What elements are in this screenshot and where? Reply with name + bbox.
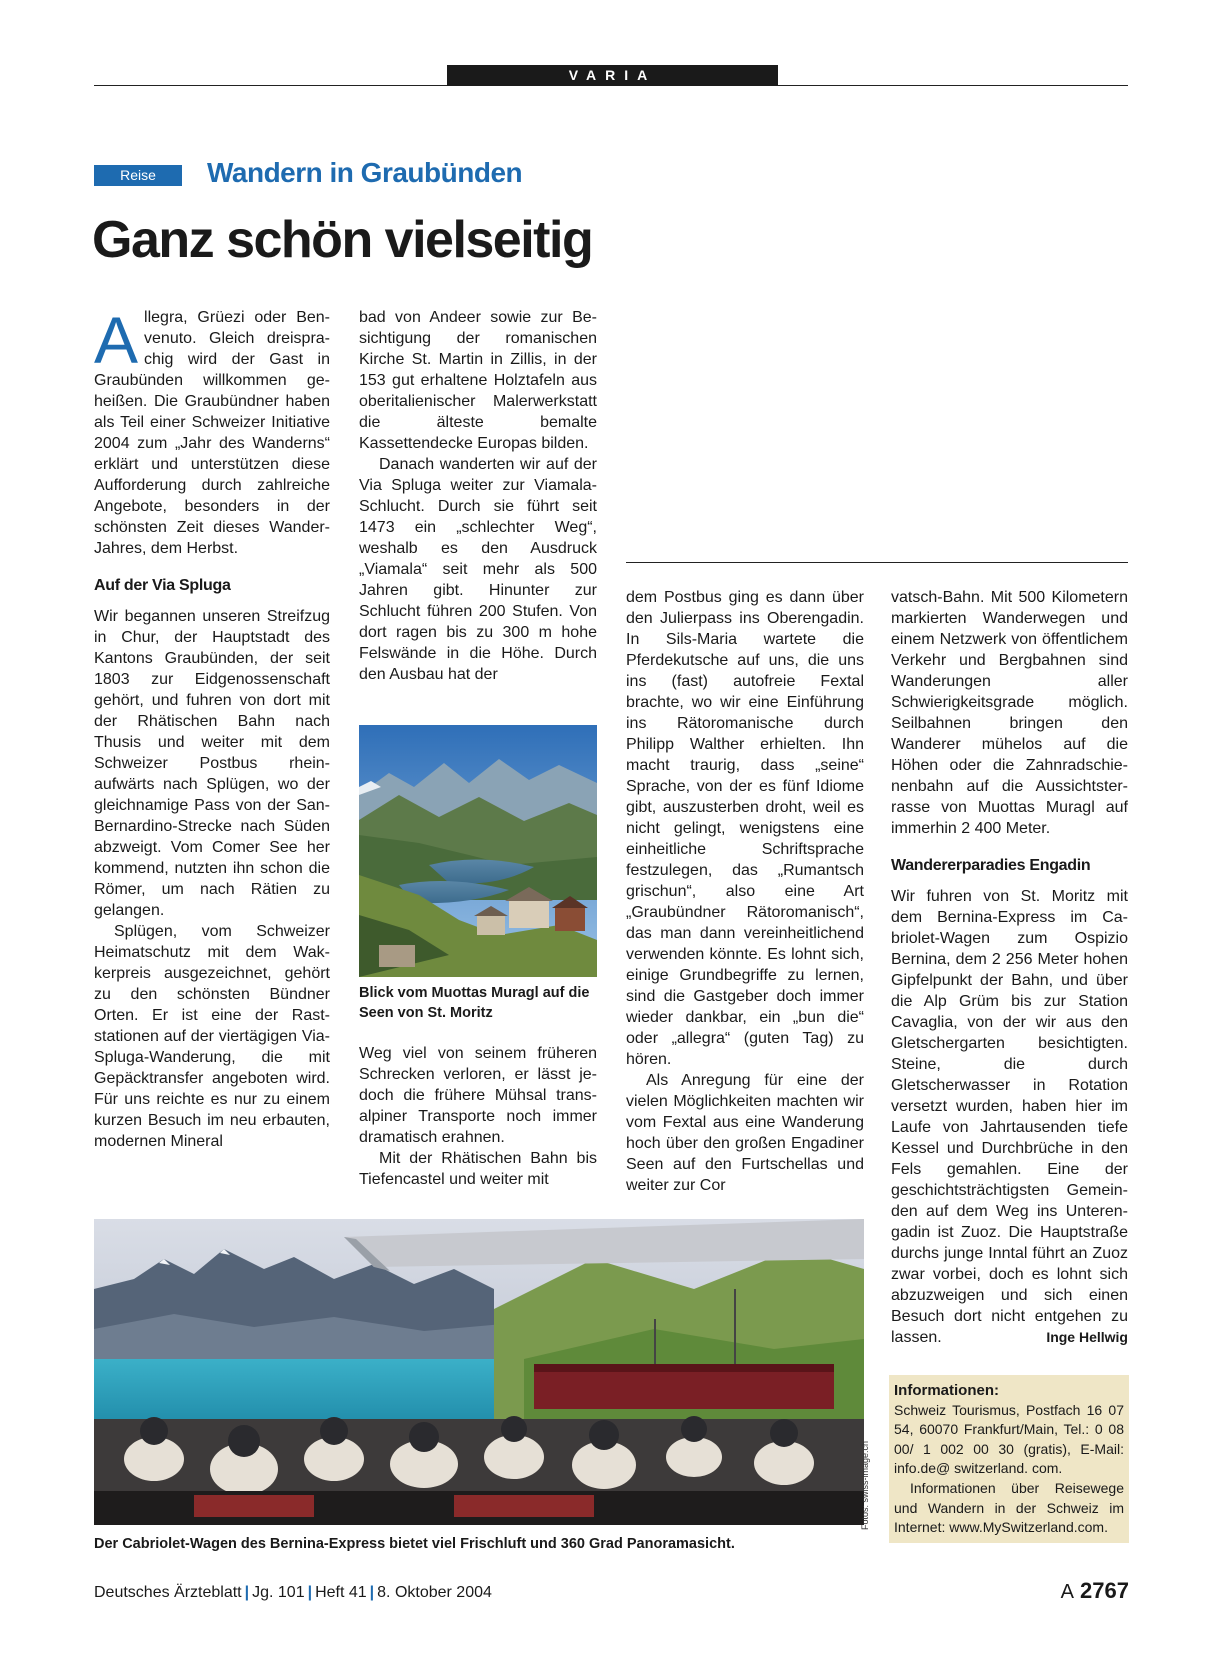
- page-number: A 2767: [1060, 1578, 1129, 1603]
- article-column-3: [626, 587, 864, 1196]
- author-byline: Inge Hellwig: [1046, 1329, 1128, 1345]
- footer: Deutsches Ärzteblatt | Jg. 101 | Heft 41 | 8. Oktober 2004: [94, 1584, 492, 1601]
- journal-name: Deutsches Ärzteblatt: [94, 1584, 242, 1601]
- category-tag: Reise: [94, 165, 182, 186]
- paragraph: Wir fuhren von St. Moritz mit dem Bernina-Express im Cabriolet-Wagen zum Ospizio Bernina, dem 2 256 Meter hohen Gipfelpunkt der Bahn, und über die Alp Grüm bis zur Station Cavaglia, von der wir aus den Gletschergarten besichtigten. Steine, die durch Gletscherwasser in Rotation versetzt wurden, haben hier im Laufe von Jahrtausenden tiefe Kessel und Durchbrüche in den Fels gemahlen. Eine der geschichtsträchtigsten Gemeinden auf dem Weg ins Unterengadin ist Zuoz. Die Hauptstraße durchs junge Inntal führt an Zuoz zwar vorbei, doch es lohnt sich abzuzweigen und sich einen Besuch dort nicht entgehen zu lassen.: [891, 888, 1128, 1346]
- paragraph: Wir begannen unseren Streifzug in Chur, der Hauptstadt des Kantons Graubünden, der seit 1803 zur Eidgenossenschaft gehört, und fuhren von dort mit der Rhätischen Bahn nach Thusis und weiter mit dem Schweizer Postbus rheinaufwärts nach Splügen, wo der gleichnamige Pass von der San-Bernardino-Strecke nach Süden abzweigt. Vom Comer See her kommend, nutzten ihn schon die Römer, um nach Rätien zu gelangen.: [94, 608, 330, 919]
- info-box-heading: Informationen:: [894, 1382, 999, 1399]
- subheading-via-spluga: Auf der Via Spluga: [94, 577, 231, 594]
- volume: Jg. 101: [252, 1584, 305, 1601]
- photo-credit: Fotos: swiss-image.ch: [860, 1440, 870, 1530]
- paragraph: Splügen, vom Schweizer Heimatschutz mit dem Wakkerpreis ausgezeichnet, gehört zu den schönsten Bündner Orten. Er ist eine der Raststationen auf der viertägigen Via-Spluga-Wanderung, die mit Gepäcktransfer angeboten wird. Für uns reichte es nur zu einem kurzen Besuch im neu erbauten, modernen Mineral: [94, 923, 330, 1150]
- subheading-engadin: Wandererparadies Engadin: [891, 857, 1091, 874]
- article-column-4: [891, 587, 1128, 1345]
- article-column-2-continued: [359, 1043, 597, 1190]
- paragraph: Weg viel von seinem früheren Schrecken verloren, er lässt jedoch die frühere Mühsal transalpiner Transporte noch immer dramatisch erahnen.: [359, 1045, 597, 1146]
- section-label: VARIA: [447, 65, 778, 86]
- paragraph: Als Anregung für eine der vielen Möglichkeiten machten wir vom Fextal aus eine Wanderung hoch über den großen Engadiner Seen auf den Furtschellas und weiter zur Cor: [626, 1072, 864, 1194]
- photo-bernina-express: [94, 1219, 864, 1525]
- info-box-web: Informationen über Reisewege und Wandern in der Schweiz im Internet: www.MySwitzerland.com.: [894, 1479, 1124, 1536]
- paragraph: Mit der Rhätischen Bahn bis Tiefencastel und weiter mit: [359, 1150, 597, 1188]
- date: 8. Oktober 2004: [377, 1584, 492, 1601]
- article-column-2: [359, 307, 597, 685]
- paragraph: dem Postbus ging es dann über den Julierpass ins Oberengadin. In Sils-Maria wartete die Pferdekutsche auf uns, die uns ins (fast) autofreie Fextal brachte, wo wir eine Einführung ins Rätoromanische durch Philipp Walther erhielten. Ihn macht traurig, dass „seine“ Sprache, von der es fünf Idiome gibt, auszusterben droht, weil es nicht gelingt, wenigstens eine einheitliche Schriftsprache festzulegen, das „Rumantsch grischun“, also eine Art „Graubündner Rätoromanisch“, das man dann vereinheitlichend verwenden könnte. Es lohnt sich, einige Grundbegriffe zu lernen, sind die Gastgeber doch immer wieder dankbar, ein „bun die“ oder „allegra“ (guten Tag) zu hören.: [626, 589, 864, 1068]
- headline: Ganz schön vielseitig: [92, 211, 593, 269]
- paragraph: bad von Andeer sowie zur Besichtigung der romanischen Kirche St. Martin in Zillis, in der 153 gut erhaltene Holztafeln aus oberitalienischer Malerwerkstatt die älteste bemalte Kassettendecke Europas bilden.: [359, 309, 597, 452]
- photo-caption-muottas: Blick vom Muottas Muragl auf die Seen von St. Moritz: [359, 985, 590, 1021]
- dropcap: A: [94, 303, 139, 377]
- photo-muottas-muragl: [359, 725, 597, 977]
- paragraph: vatsch-Bahn. Mit 500 Kilometern markierten Wanderwegen und einem Netzwerk von öffentlichem Verkehr und Bergbahnen sind Wanderungen aller Schwierigkeitsgrade möglich. Seilbahnen bringen den Wanderer mühelos auf die Höhen oder die Zahnradschienenbahn auf die Aussichtsterrasse von Muottas Muragl auf immerhin 2 400 Meter.: [891, 589, 1128, 837]
- intro-paragraph: Allegra, Grüezi oder Benvenuto. Gleich dreisprachig wird der Gast in Graubünden willkommen geheißen. Die Graubündner haben als Teil einer Schweizer Initiative 2004 zum „Jahr des Wanderns“ erklärt und unterstützen diese Aufforderung durch zahlreiche Angebote, besonders in der schönsten Zeit dieses Wander-Jahres, dem Herbst.: [94, 303, 330, 557]
- paragraph: Danach wanderten wir auf der Via Spluga weiter zur Viamala-Schlucht. Durch sie führt seit 1473 ein „schlechter Weg“, weshalb es den Ausdruck „Viamala“ seit mehr als 500 Jahren gibt. Hinunter zur Schlucht führen 200 Stufen. Von dort ragen bis zu 300 m hohe Felswände in die Höhe. Durch den Ausbau hat der: [359, 456, 597, 683]
- info-box: [889, 1375, 1129, 1543]
- column-rule: [626, 562, 1128, 563]
- photo-caption-bernina: Der Cabriolet-Wagen des Bernina-Express bietet viel Frischluft und 360 Grad Panoramasicht.: [94, 1536, 735, 1552]
- info-box-address: Schweiz Tourismus, Postfach 16 07 54, 60070 Frankfurt/Main, Tel.: 0 08 00/ 1 002 00 30 (gratis), E-Mail: info.de@ switzerland. com.: [894, 1401, 1124, 1477]
- kicker: Wandern in Graubünden: [207, 157, 523, 188]
- article-column-1: [94, 303, 330, 1152]
- issue: Heft 41: [315, 1584, 367, 1601]
